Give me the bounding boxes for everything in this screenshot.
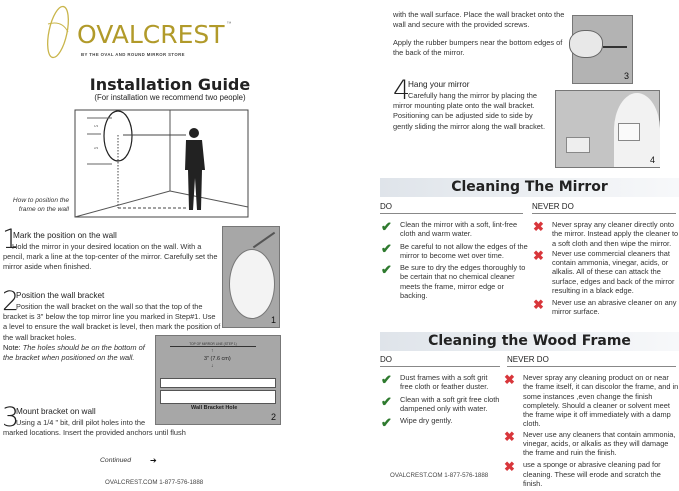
item-text: use a sponge or abrasive cleaning pad for cleaning. These will erode and scratch the finish.	[523, 460, 661, 488]
step-number: 3	[2, 402, 20, 433]
logo-swirl-icon	[44, 2, 74, 60]
logo-brand-row	[77, 22, 232, 47]
figure-1	[222, 226, 280, 328]
arrow-up-icon: ↑	[211, 348, 214, 354]
page-title: Installation Guide	[89, 75, 251, 94]
figure-number: 3	[623, 70, 629, 81]
mirror-never-list	[533, 220, 679, 320]
continued-label: Continued	[100, 457, 131, 464]
cross-icon: ✖	[504, 428, 515, 444]
check-icon: ✔	[381, 415, 392, 430]
figure-number: 2	[270, 411, 276, 422]
step-heading: Mark the position on the wall	[13, 231, 117, 240]
cross-icon: ✖	[533, 219, 544, 234]
mirror-never-header: NEVER DO	[532, 201, 676, 214]
check-icon: ✔	[381, 393, 392, 409]
footer: OVALCREST.COM 1-877-576-1888	[105, 479, 204, 486]
step-heading: Position the wall bracket	[16, 291, 105, 300]
step-heading: Hang your mirror	[408, 80, 470, 89]
check-icon: ✔	[381, 219, 392, 234]
step-body: Using a 1/4 " bit, drill pilot holes into the marked locations. Insert the provided anchors until flush	[3, 418, 186, 438]
list-item	[533, 249, 679, 295]
logo-tagline: BY THE OVAL AND ROUND MIRROR STORE	[81, 52, 185, 57]
list-item	[381, 395, 501, 414]
item-text: Never use any cleaners that contain ammonia, vinegar, acids, or alkalis as they will damage the frame and ruin the finish.	[523, 429, 676, 457]
logo-brand: OVALCREST	[77, 20, 225, 49]
step-heading: Mount bracket on wall	[16, 407, 96, 416]
top-of-mirror-line: TOP OF MIRROR LINE (STEP 1)	[170, 342, 256, 347]
cross-icon: ✖	[533, 297, 544, 312]
item-text: Clean with a soft grit free cloth dampened only with water.	[400, 394, 500, 413]
note-text: The holes should be on the bottom of the bracket when positioned on the wall.	[3, 342, 145, 363]
wall-bracket-hole-label: Wall Bracket Hole	[191, 405, 238, 411]
figure-3	[572, 15, 633, 84]
list-item	[504, 460, 679, 488]
list-item	[381, 373, 501, 392]
page-subtitle: (For installation we recommend two people)	[94, 93, 246, 102]
wood-never-header: NEVER DO	[507, 354, 676, 367]
step-number: 2	[2, 286, 20, 317]
measurement-label: 3" (7.6 cm)	[204, 356, 231, 362]
diagram-label: 2/3	[94, 146, 99, 150]
item-text: Dust frames with a soft grit free cloth or feather duster.	[400, 373, 489, 392]
figure-2	[155, 335, 281, 425]
list-item	[504, 430, 679, 458]
step-body: Hold the mirror in your desired location on the wall. With a pencil, mark a line at the top-center of the mirror. Carefully set the mirror aside when finished.	[3, 242, 218, 272]
check-icon: ✔	[381, 262, 392, 277]
check-icon: ✔	[381, 372, 392, 387]
item-text: Wipe dry gently.	[400, 416, 453, 425]
step-body-extra: Apply the rubber bumpers near the bottom edges of the back of the mirror.	[393, 38, 563, 58]
list-item	[533, 298, 679, 317]
wood-do-list	[381, 373, 501, 432]
item-text: Never spray any cleaning product on or near the frame itself, it can discolor the frame, and in some instances ,even change the finish completely. Should a cleaner or solvent meet the frame wipe it off immediately with a damp cloth.	[523, 373, 679, 429]
wood-cleaning-title: Cleaning the Wood Frame	[380, 332, 679, 351]
item-text: Be sure to dry the edges thoroughly to be certain that no chemical cleaner meets the frame, mirror edge or backing.	[400, 263, 526, 300]
figure-number: 1	[270, 314, 276, 325]
logo	[44, 2, 274, 60]
step-number: 1	[2, 224, 20, 255]
mirror-do-list	[381, 220, 531, 303]
cross-icon: ✖	[504, 372, 515, 387]
step-body-continued: with the wall surface. Place the wall bracket onto the wall and secure with the provided screws.	[393, 10, 565, 30]
mirror-do-header: DO	[380, 201, 523, 214]
list-item	[381, 416, 501, 429]
item-text: Never spray any cleaner directly onto the mirror. Instead apply the cleaner to a soft cloth and then wipe the mirror.	[552, 220, 679, 248]
figure-4	[555, 90, 660, 168]
list-item	[504, 373, 679, 429]
list-item	[381, 220, 531, 239]
diagram-caption: How to position the frame on the wall	[12, 197, 69, 213]
item-text: Be careful to not allow the edges of the mirror to become wet over time.	[400, 241, 528, 260]
room-diagram	[74, 109, 250, 219]
list-item	[381, 242, 531, 261]
wood-do-header: DO	[380, 354, 500, 367]
step-body: Position the wall bracket on the wall so that the top of the bracket is 3" below the top mirror line you marked in Step#1. Use a level to ensure the wall bracket is level, then mark the position of the wall bracket holes.	[3, 302, 221, 342]
step-3-text	[3, 418, 228, 438]
list-item	[533, 220, 679, 248]
diagram-label: 1/3	[94, 124, 99, 128]
footer-right: OVALCREST.COM 1-877-576-1888	[390, 472, 489, 479]
figure-number: 4	[649, 154, 655, 165]
item-text: Never use an abrasive cleaner on any mirror surface.	[552, 298, 677, 317]
mirror-cleaning-title: Cleaning The Mirror	[380, 178, 679, 197]
item-text: Clean the mirror with a soft, lint-free cloth and warm water.	[400, 220, 518, 239]
note-label: Note:	[3, 342, 21, 352]
wood-never-list	[504, 373, 679, 491]
trademark: ™	[226, 21, 232, 27]
check-icon: ✔	[381, 240, 392, 256]
list-item	[381, 263, 531, 300]
cross-icon: ✖	[533, 247, 544, 263]
arrow-down-icon: ↓	[211, 363, 214, 369]
step-number: 4	[393, 75, 411, 106]
item-text: Never use commercial cleaners that contain ammonia, vinegar, acids, or alkalis. All of these can attack the surface, edges and back of the mirror resulting in a black edge.	[552, 248, 675, 295]
arrow-right-icon: ➔	[150, 456, 157, 465]
step-body: Carefully hang the mirror by placing the mirror mounting plate onto the wall bracket. Positioning can be adjusted side to side by gently sliding the mirror along the wall bracket.	[393, 91, 545, 131]
cross-icon: ✖	[504, 459, 515, 475]
